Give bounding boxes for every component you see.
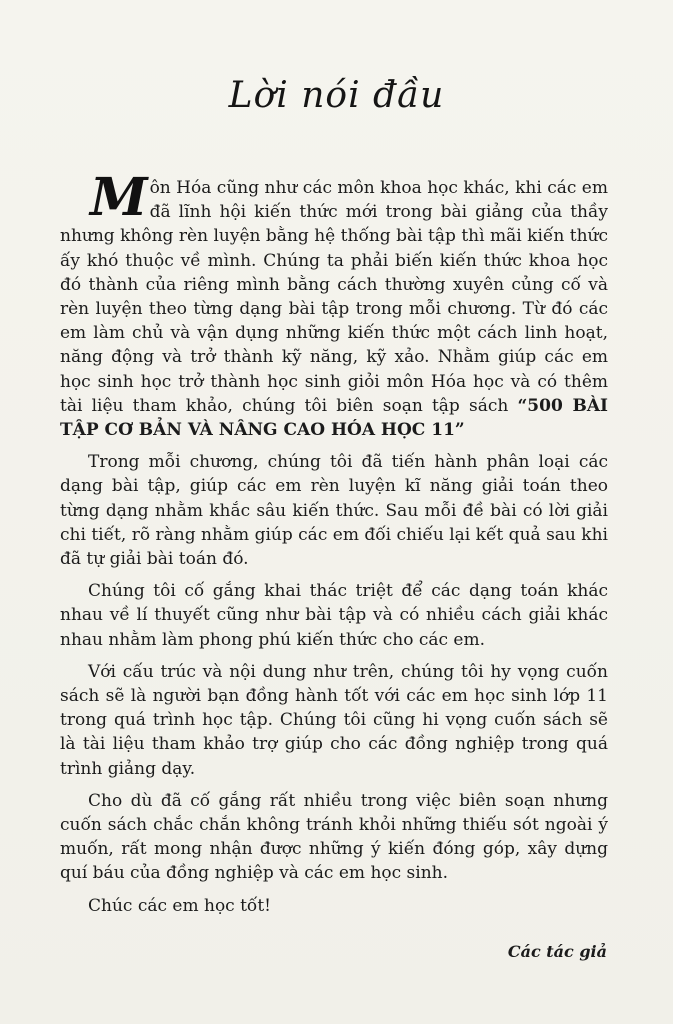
paragraph-3: Chúng tôi cố gắng khai thác triệt để các dạng toán khác nhau về lí thuyết cũng như bài tập và có nhiều cách giải khác nhau nhằm làm phong phú kiến thức cho các em. — [60, 581, 608, 650]
intro-paragraph — [60, 167, 608, 442]
preface-body — [60, 160, 608, 926]
drop-cap-letter: M — [90, 167, 148, 228]
paragraph-4: Với cấu trúc và nội dung như trên, chúng tôi hy vọng cuốn sách sẽ là người bạn đồng hành tốt với các em học sinh lớp 11 trong quá trình học tập. Chúng tôi cũng hi vọng cuốn sách sẽ là tài liệu tham khảo trợ giúp cho các đồng nghiệp trong quá trình giảng dạy. — [60, 661, 608, 779]
book-title-text: “500 BÀI TẬP CƠ BẢN VÀ NÂNG CAO HÓA HỌC 11” — [60, 395, 608, 441]
page-title: Lời nói đầu — [228, 75, 445, 116]
signature: Các tác giả — [507, 942, 607, 961]
paragraph-2: Trong mỗi chương, chúng tôi đã tiến hành phân loại các dạng bài tập, giúp các em rèn luyện kĩ năng giải toán theo từng dạng nhằm khắc sâu kiến thức. Sau mỗi đề bài có lời giải chi tiết, rõ ràng nhằm giúp các em đối chiếu lại kết quả sau khi đã tự giải bài toán đó. — [60, 452, 608, 570]
intro-text: ôn Hóa cũng như các môn khoa học khác, khi các em đã lĩnh hội kiến thức mới trong bài giảng của thầy nhưng không rèn luyện bằng hệ thống bài tập thì mãi kiến thức ấy khó thuộc về mình. Chúng ta phải biến kiến thức khoa học đó thành của riêng mình bằng cách thường xuyên củng cố và rèn luyện theo từng dạng bài tập trong mỗi chương. Từ đó các em làm chủ và vận dụng những kiến thức một cách linh hoạt, năng động và trở thành kỹ năng, kỹ xảo. Nhằm giúp các em học sinh học trở thành học sinh giỏi môn Hóa học và có thêm tài liệu tham khảo, chúng tôi biên soạn tập sách — [60, 178, 608, 416]
closing-wish: Chúc các em học tốt! — [88, 895, 271, 916]
paragraph-5: Cho dù đã cố gắng rất nhiều trong việc biên soạn nhưng cuốn sách chắc chắn không tránh khỏi những thiếu sót ngoài ý muốn, rất mong nhận được những ý kiến đóng góp, xây dựng quí báu của đồng nghiệp và các em học sinh. — [60, 790, 608, 884]
